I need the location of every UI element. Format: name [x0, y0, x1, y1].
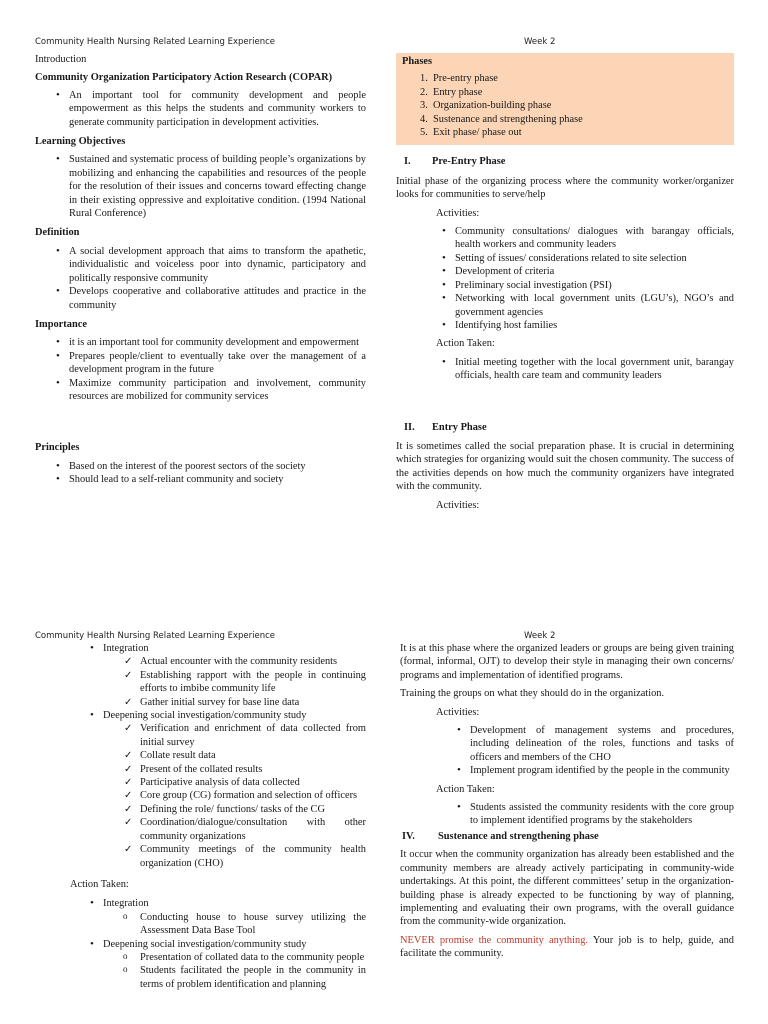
section-title: Sustenance and strengthening phase [438, 830, 599, 842]
list-item: • Prepares people/client to eventually take over the management of a development program in the future [69, 350, 366, 377]
right-column [400, 642, 734, 966]
list-item: • Preliminary social investigation (PSI) [455, 279, 734, 292]
definition-list [69, 245, 366, 312]
check-item: ✓ Collate result data [140, 749, 366, 762]
section-heading-sustenance [400, 830, 734, 843]
copar-list [69, 89, 366, 129]
list-item: • Networking with local government units (LGU’s), NGO’s and government agencies [455, 292, 734, 319]
page-header-title: Community Health Nursing Related Learning Experience [35, 631, 276, 641]
action-taken-label: Action Taken: [436, 338, 495, 350]
guidance-text: Your job is to help, guide, and facilitate the community. [400, 934, 735, 960]
action-integration-items [140, 911, 366, 938]
list-item: • Community consultations/ dialogues with barangay officials, health workers and community leaders [455, 225, 734, 252]
section-number: II. [404, 421, 415, 433]
list-item: • Students assisted the community residents with the core group to implement identified programs by the stakeholders [470, 801, 734, 828]
section-number: IV. [402, 830, 415, 842]
phase-item: 2. Entry phase [420, 86, 483, 98]
activities-list [470, 724, 734, 778]
page-header-title: Community Health Nursing Related Learning Experience [35, 37, 276, 47]
definition-title: Definition [35, 227, 80, 239]
list-item: • Identifying host families [455, 319, 734, 332]
activities-label: Activities: [436, 706, 480, 718]
organization-building-text: It is at this phase where the organized leaders or groups are being given training (formal, informal, OJT) to develop their style in managing their own concerns/ programs and implementation of identified programs. [400, 643, 734, 681]
list-item: • Maximize community participation and involvement, community resources are mobilized for community services [69, 377, 366, 404]
principles-title: Principles [35, 442, 80, 454]
intro-heading: Introduction [35, 54, 87, 65]
document-page-2 [0, 512, 768, 1024]
list-item: • A social development approach that aims to transform the apathetic, individualistic and voiceless poor into dynamic, participatory and politically responsive community [69, 245, 366, 285]
actions-list [470, 801, 734, 828]
section-title: Entry Phase [432, 421, 487, 433]
action-list [103, 897, 366, 991]
deepening-checklist [140, 722, 366, 869]
list-item: • Implement program identified by the people in the community [470, 764, 734, 777]
check-item: ✓ Coordination/dialogue/consultation with other community organizations [140, 816, 366, 843]
pre-entry-actions [455, 356, 734, 383]
list-item: • Initial meeting together with the local government unit, barangay officials, health care team and community leaders [455, 356, 734, 383]
phase-item: 3. Organization-building phase [420, 100, 552, 112]
importance-list [69, 336, 366, 403]
list-item: • it is an important tool for community development and empowerment [69, 336, 366, 349]
action-taken-label: Action Taken: [70, 878, 129, 890]
sub-item: o Conducting house to house survey utilizing the Assessment Data Base Tool [140, 911, 366, 938]
check-item: ✓ Establishing rapport with the people in continuing efforts to imbibe community life [140, 669, 366, 696]
principles-list [69, 460, 366, 487]
importance-title: Importance [35, 318, 87, 330]
list-item [103, 897, 366, 937]
integration-checklist [140, 655, 366, 709]
section-number: I. [404, 156, 411, 168]
list-item [103, 938, 366, 992]
pre-entry-text: Initial phase of the organizing process where the community worker/organizer looks for communities to serve/help [396, 175, 734, 201]
page-header-week: Week 2 [524, 37, 556, 47]
sub-item: o Presentation of collated data to the community people [140, 951, 366, 964]
phases-list [420, 72, 728, 139]
action-deepening-items [140, 951, 366, 991]
training-text: Training the groups on what they should do in the organization. [400, 688, 665, 700]
list-item: • Development of criteria [455, 265, 734, 278]
activities-label: Activities: [436, 207, 480, 219]
never-promise-note [400, 934, 734, 961]
deepening-label: Deepening social investigation/community study [103, 710, 307, 722]
list-item [103, 642, 366, 709]
list-item: • Development of management systems and procedures, including delineation of the roles, functions and tasks of officers and members of the CHO [470, 724, 734, 764]
right-column [396, 53, 734, 512]
phase-item: 5. Exit phase/ phase out [420, 127, 522, 139]
phases-box [396, 53, 734, 145]
sustenance-text: It occur when the community organization has already been established and the community members are already actively participating in community-wide undertakings. At this point, the different committees’ setup in the organization-building phase is already expected to be functioning by way of planning, implementing and evaluating their own programs, with the overall guidance from the community-wide organization. [400, 849, 734, 928]
check-item: ✓ Gather initial survey for base line data [140, 696, 366, 709]
action-integration-label: Integration [103, 898, 149, 910]
list-item: • An important tool for community development and people empowerment as this helps the students and community workers to generate community participation in development activities. [69, 89, 366, 129]
objectives-list [69, 153, 366, 220]
check-item: ✓ Core group (CG) formation and selection of officers [140, 789, 366, 802]
check-item: ✓ Participative analysis of data collected [140, 776, 366, 789]
check-item: ✓ Verification and enrichment of data collected from initial survey [140, 722, 366, 749]
list-item: • Develops cooperative and collaborative attitudes and practice in the community [69, 285, 366, 312]
list-item [103, 709, 366, 870]
warning-text: NEVER promise the community anything. [400, 934, 589, 946]
list-item: • Based on the interest of the poorest sectors of the society [69, 460, 366, 473]
action-taken-label: Action Taken: [436, 783, 495, 795]
left-column [35, 642, 366, 991]
section-heading-entry [396, 421, 734, 434]
check-item: ✓ Present of the collated results [140, 763, 366, 776]
list-item: • Should lead to a self-reliant community and society [69, 473, 366, 486]
list-item: • Setting of issues/ considerations related to site selection [455, 252, 734, 265]
check-item: ✓ Actual encounter with the community residents [140, 655, 366, 668]
phase-item: 1. Pre-entry phase [420, 73, 498, 85]
section-title: Pre-Entry Phase [432, 156, 506, 168]
page-header-week: Week 2 [524, 631, 556, 641]
check-item: ✓ Defining the role/ functions/ tasks of the CG [140, 803, 366, 816]
action-deepening-label: Deepening social investigation/community study [103, 938, 307, 950]
phases-title: Phases [402, 56, 433, 67]
sub-item: o Students facilitated the people in the community in terms of problem identification and planning [140, 964, 366, 991]
section-heading-pre-entry [396, 155, 734, 168]
activities-label: Activities: [436, 499, 480, 511]
copar-title: Community Organization Participatory Action Research (COPAR) [35, 72, 333, 84]
left-column [35, 53, 366, 492]
list-item: • Sustained and systematic process of building people’s organizations by mobilizing and enhancing the capabilities and resources of the people for the resolution of their issues and concerns toward effecting change in their existing oppressive and exploitative condition. (1994 National Rural Conference) [69, 153, 366, 220]
integration-label: Integration [103, 643, 149, 654]
objectives-title: Learning Objectives [35, 136, 126, 148]
entry-text: It is sometimes called the social preparation phase. It is crucial in determining which strategies for organizing would suit the chosen community. The success of the activities depends on how much the community organizers have integrated with the community. [396, 440, 734, 493]
check-item: ✓ Community meetings of the community health organization (CHO) [140, 843, 366, 870]
integration-list [103, 642, 366, 870]
pre-entry-activities [455, 225, 734, 332]
phase-item: 4. Sustenance and strengthening phase [420, 113, 583, 125]
